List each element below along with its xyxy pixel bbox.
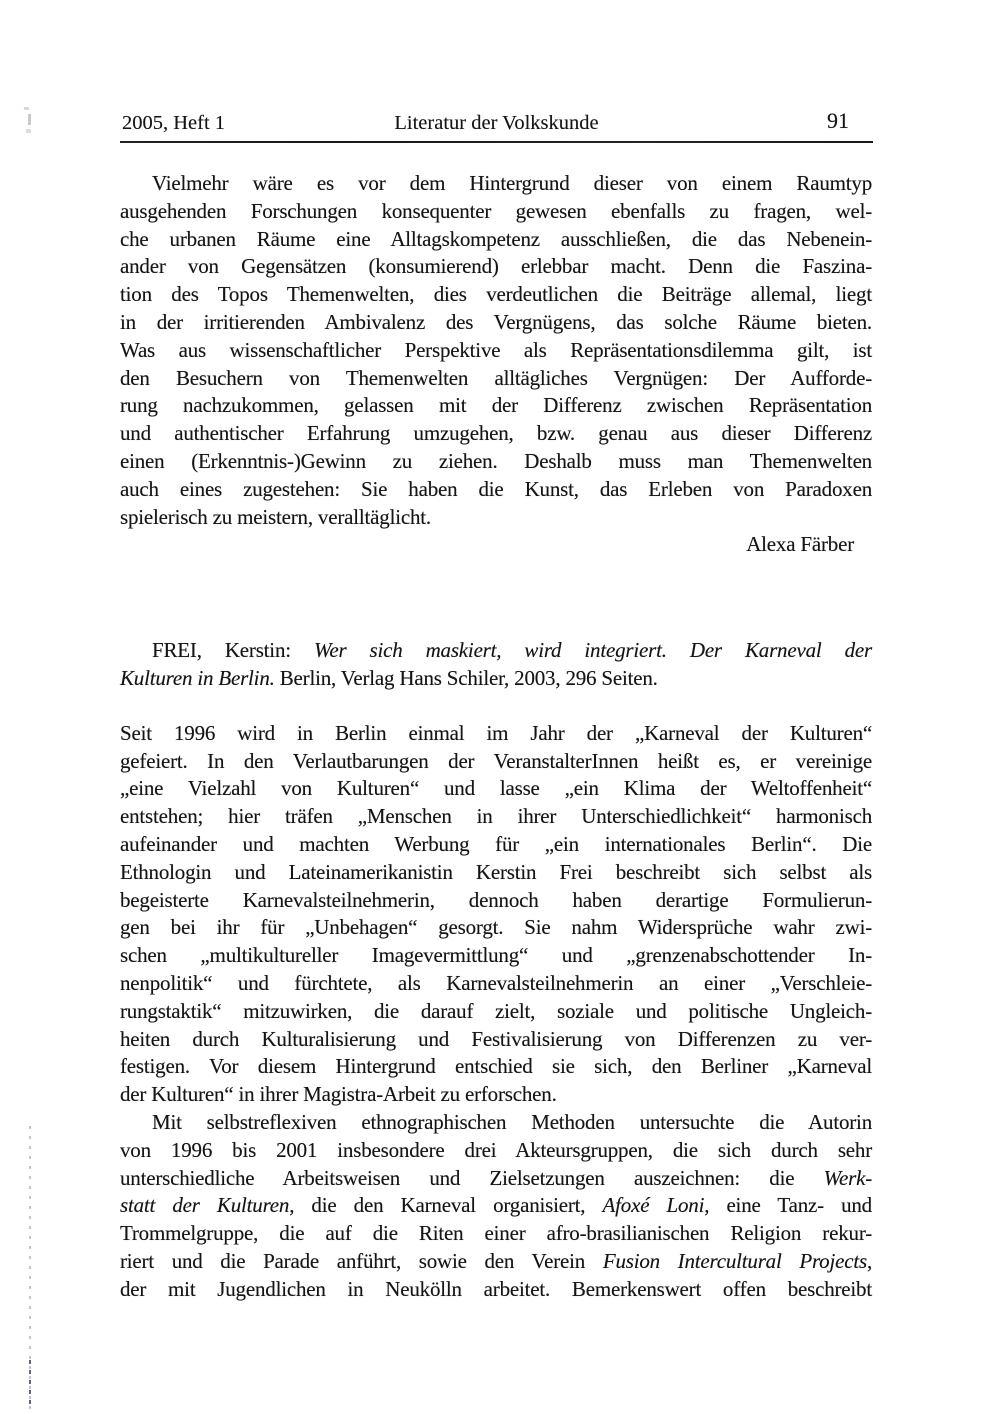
text-run: riert und die Parade anführt, sowie den Verein (120, 1248, 603, 1273)
review-2-heading-block (120, 637, 872, 693)
text-line (120, 1220, 872, 1248)
journal-title: Literatur der Volkskunde (394, 112, 599, 134)
text-line (120, 775, 872, 803)
italic-text-run: Fusion Intercultural Projects (602, 1248, 867, 1273)
text-run: festigen. Vor diesem Hintergrund entschied sie sich, den Berliner „Karneval (120, 1054, 872, 1079)
italic-text-run: Werk- (823, 1165, 872, 1190)
text-run: FREI, Kerstin: (152, 638, 314, 663)
text-run: heiten durch Kulturalisierung und Festivalisierung von Differenzen zu ver- (120, 1026, 872, 1051)
text-line (120, 1137, 872, 1165)
text-line (120, 1165, 872, 1193)
text-line (120, 831, 872, 859)
text-run: che urbanen Räume eine Alltagskompetenz ausschließen, die das Nebenein- (120, 226, 872, 251)
text-run: begeisterte Karnevalsteilnehmerin, dennoch haben derartige Formulierun- (120, 887, 872, 912)
text-line (120, 309, 872, 337)
italic-text-run: statt der Kulturen (120, 1193, 290, 1218)
text-line (120, 1026, 872, 1054)
text-run: gefeiert. In den Verlautbarungen der VeranstalterInnen heißt es, er vereinige (120, 748, 872, 773)
page-body (120, 170, 872, 1303)
text-run: in der irritierenden Ambivalenz des Vergnügens, das solche Räume bieten. (120, 309, 872, 334)
text-run: spielerisch zu meistern, veralltäglicht. (120, 504, 431, 529)
text-run: , eine Tanz- und (704, 1193, 872, 1218)
text-run: von 1996 bis 2001 insbesondere drei Akteursgruppen, die sich durch sehr (120, 1137, 872, 1162)
text-line (120, 887, 872, 915)
text-run: der Kulturen“ in ihrer Magistra-Arbeit zu erforschen. (120, 1082, 557, 1107)
page-header (120, 110, 873, 138)
text-run: Seit 1996 wird in Berlin einmal im Jahr der „Karneval der Kulturen“ (120, 720, 872, 745)
text-line (120, 170, 872, 198)
review-2-paragraph-1 (120, 720, 872, 1109)
text-run: gen bei ihr für „Unbehagen“ gesorgt. Sie nahm Widersprüche wahr zwi- (120, 915, 872, 940)
text-line (120, 504, 872, 532)
text-line (120, 998, 872, 1026)
text-line (120, 1192, 872, 1220)
text-line (120, 420, 872, 448)
text-line (120, 748, 872, 776)
text-run: Vielmehr wäre es vor dem Hintergrund dieser von einem Raumtyp (152, 171, 872, 195)
text-line (120, 1109, 872, 1137)
text-run: , die den Karneval organisiert, (289, 1193, 603, 1218)
review-1-closing-paragraph (120, 170, 872, 559)
text-run: Ethnologin und Lateinamerikanistin Kerstin Frei beschreibt sich selbst als (120, 859, 872, 884)
text-run: unterschiedliche Arbeitsweisen und Zielsetzungen auszeichnen: die (120, 1165, 824, 1190)
text-run: aufeinander und machten Werbung für „ein internationales Berlin“. Die (120, 831, 872, 856)
text-line (120, 337, 872, 365)
text-line (120, 1276, 872, 1304)
text-run: der mit Jugendlichen in Neukölln arbeitet. Bemerkenswert offen beschreibt (120, 1276, 872, 1301)
text-run: entstehen; hier träfen „Menschen in ihrer Unterschiedlichkeit“ harmonisch (120, 804, 872, 829)
scan-speck-top-3 (26, 129, 31, 133)
text-line (120, 637, 872, 665)
text-line (120, 914, 872, 942)
text-run: einen (Erkenntnis-)Gewinn zu ziehen. Deshalb muss man Themenwelten (120, 448, 872, 473)
text-line (120, 253, 872, 281)
header-rule (120, 141, 873, 143)
text-line (120, 531, 872, 559)
text-run: ausgehenden Forschungen konsequenter gewesen ebenfalls zu fragen, wel- (120, 198, 872, 223)
text-line (120, 1081, 872, 1109)
text-run: Mit selbstreflexiven ethnographischen Methoden untersuchte die Autorin (152, 1109, 872, 1134)
text-line (120, 970, 872, 998)
text-run: Berlin, Verlag Hans Schiler, 2003, 296 Seiten. (274, 665, 658, 690)
text-line (120, 1248, 872, 1276)
text-run: auch eines zugestehen: Sie haben die Kunst, das Erleben von Paradoxen (120, 476, 872, 501)
text-run: , (866, 1248, 872, 1273)
scan-dotted-line-bottom (29, 1126, 31, 1414)
text-run: tion des Topos Themenwelten, dies verdeutlichen die Beiträge allemal, liegt (120, 282, 872, 307)
italic-text-run: Kulturen in Berlin. (120, 665, 275, 690)
text-run: den Besuchern von Themenwelten alltägliches Vergnügen: Der Aufforde- (120, 365, 872, 390)
text-run: „eine Vielzahl von Kulturen“ und lasse „ein Klima der Weltoffenheit“ (120, 776, 872, 801)
journal-issue-label: 2005, Heft 1 (122, 112, 226, 134)
text-line (120, 392, 872, 420)
text-line (120, 198, 872, 226)
page-number: 91 (827, 108, 849, 133)
italic-text-run: Wer sich maskiert, wird integriert. Der Karneval der (313, 638, 872, 663)
text-run: Was aus wissenschaftlicher Perspektive als Repräsentationsdilemma gilt, ist (120, 337, 872, 362)
text-run: nenpolitik“ und fürchtete, als Karnevalsteilnehmerin an einer „Verschleie- (120, 970, 872, 995)
text-line (120, 226, 872, 254)
text-run: und authentischer Erfahrung umzugehen, bzw. genau aus dieser Differenz (120, 421, 872, 446)
scan-speck-top-2 (28, 114, 31, 125)
text-line (120, 665, 872, 693)
text-run: ander von Gegensätzen (konsumierend) erlebbar macht. Denn die Faszina- (120, 254, 872, 279)
review-2-paragraph-2 (120, 1109, 872, 1304)
text-run: schen „multikultureller Imagevermittlung“ und „grenzenabschottender In- (120, 943, 872, 968)
text-run: Alexa Färber (746, 532, 854, 557)
text-run: rung nachzukommen, gelassen mit der Differenz zwischen Repräsentation (120, 393, 872, 418)
text-line (120, 281, 872, 309)
text-line (120, 1053, 872, 1081)
italic-text-run: Afoxé Loni (602, 1193, 705, 1218)
scan-dotted-line-bottom-dark (29, 1360, 31, 1408)
text-run: Trommelgruppe, die auf die Riten einer afro-brasilianischen Religion rekur- (120, 1221, 872, 1246)
text-line (120, 720, 872, 748)
text-line (120, 859, 872, 887)
text-line (120, 803, 872, 831)
text-line (120, 942, 872, 970)
text-run: rungstaktik“ mitzuwirken, die darauf zielt, soziale und politische Ungleich- (120, 998, 872, 1023)
text-line (120, 365, 872, 393)
scan-speck-top-1 (24, 107, 29, 110)
text-line (120, 448, 872, 476)
text-line (120, 476, 872, 504)
